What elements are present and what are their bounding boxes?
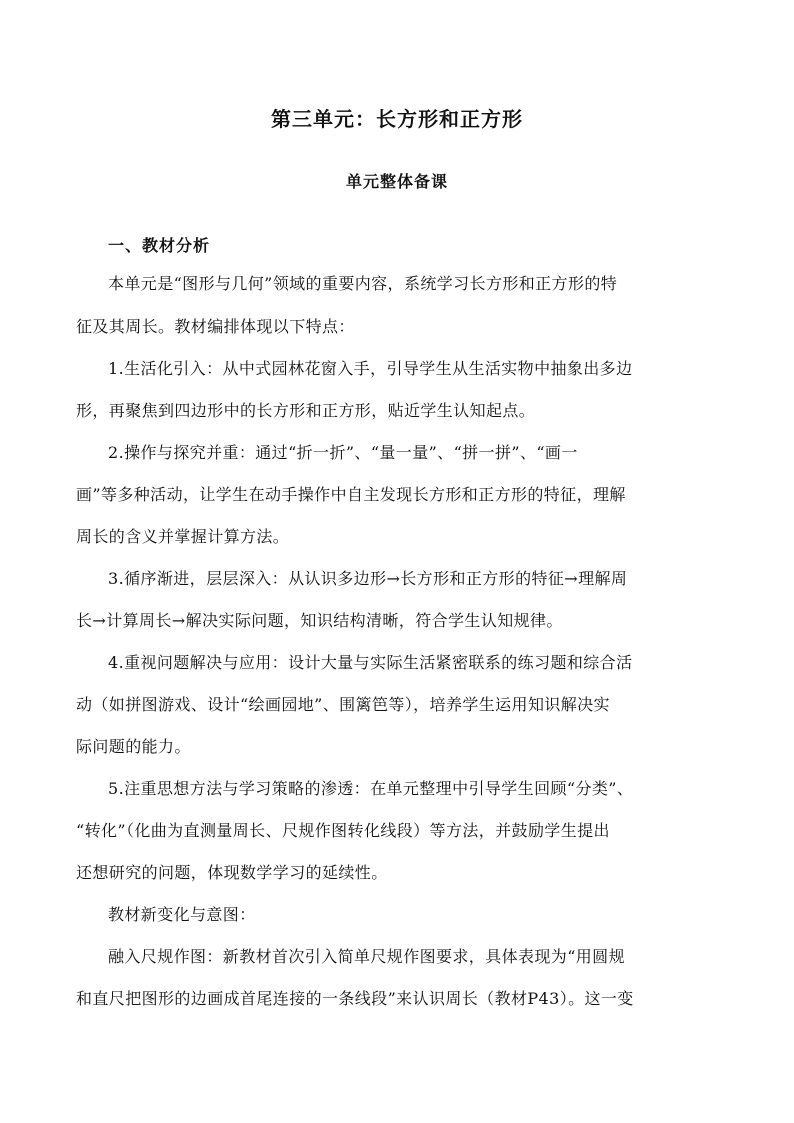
paragraph-line: 1.生活化引入：从中式园林花窗入手，引导学生从生活实物中抽象出多边 [108, 359, 633, 378]
paragraph-line: 征及其周长。教材编排体现以下特点： [76, 317, 355, 336]
paragraph-line: 还想研究的问题，体现数学学习的延续性。 [76, 863, 388, 882]
section-heading: 一、教材分析 [108, 236, 211, 255]
paragraph-line: “转化”（化曲为直测量周长、尺规作图转化线段）等方法，并鼓励学生提出 [76, 821, 610, 840]
paragraph-line: 教材新变化与意图： [108, 905, 256, 924]
paragraph-line: 画”等多种活动，让学生在动手操作中自主发现长方形和正方形的特征，理解 [76, 485, 626, 504]
paragraph-line: 周长的含义并掌握计算方法。 [76, 527, 290, 546]
paragraph-line: 长→计算周长→解决实际问题，知识结构清晰，符合学生认知规律。 [76, 611, 563, 630]
paragraph-line: 本单元是“图形与几何”领域的重要内容，系统学习长方形和正方形的特 [108, 274, 618, 293]
paragraph-line: 融入尺规作图：新教材首次引入简单尺规作图要求，具体表现为“用圆规 [108, 947, 625, 966]
paragraph-line: 2.操作与探究并重：通过“折一折”、“量一量”、“拼一拼”、“画一 [108, 443, 578, 462]
document-title: 第三单元：长方形和正方形 [271, 107, 523, 131]
paragraph-line: 4.重视问题解决与应用：设计大量与实际生活紧密联系的练习题和综合活 [108, 653, 633, 672]
paragraph-line: 5.注重思想方法与学习策略的渗透：在单元整理中引导学生回顾“分类”、 [108, 779, 634, 798]
paragraph-line: 动（如拼图游戏、设计“绘画园地”、围篱笆等），培养学生运用知识解决实 [76, 695, 610, 714]
document-subtitle: 单元整体备课 [345, 172, 448, 191]
paragraph-line: 3.循序渐进，层层深入：从认识多边形→长方形和正方形的特征→理解周 [108, 569, 628, 588]
paragraph-line: 和直尺把图形的边画成首尾连接的一条线段”来认识周长（教材P43）。这一变 [76, 989, 634, 1008]
paragraph-line: 际问题的能力。 [76, 737, 191, 756]
paragraph-line: 形，再聚焦到四边形中的长方形和正方形，贴近学生认知起点。 [76, 401, 536, 420]
